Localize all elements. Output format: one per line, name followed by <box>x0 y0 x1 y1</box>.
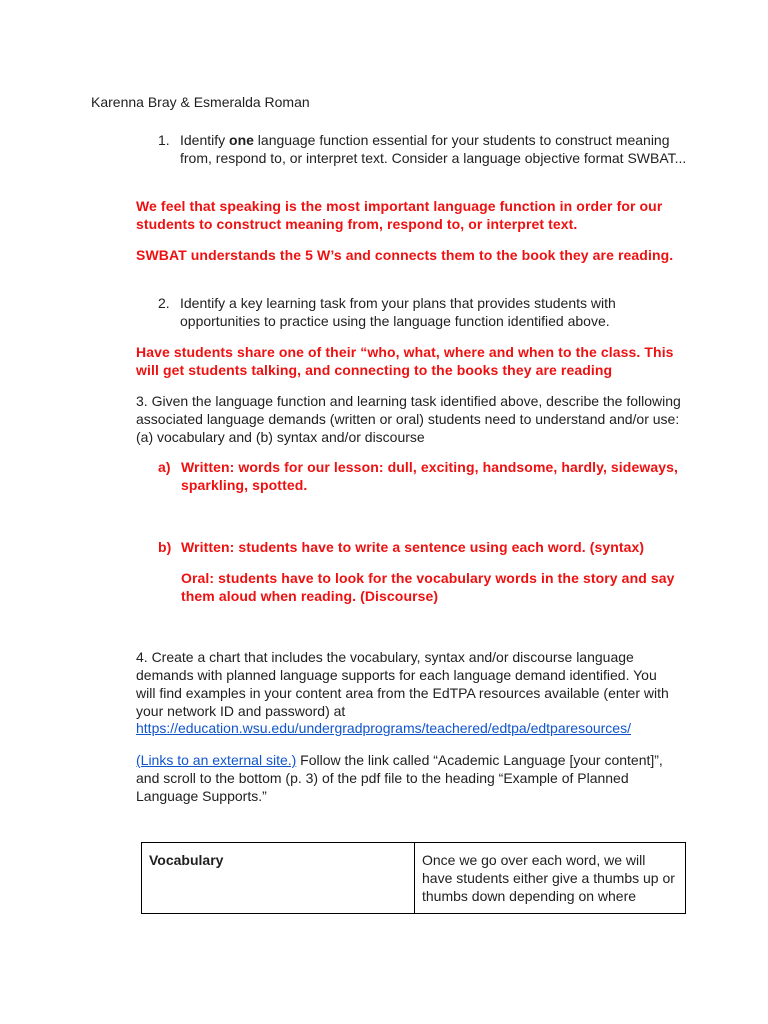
question-2 <box>158 294 698 330</box>
answer-2: Have students share one of their “who, what, where and when to the class. This will get students talking, and connecting to the books they are reading <box>136 344 674 378</box>
answer-3-oral <box>158 569 688 605</box>
question-1 <box>158 131 698 167</box>
question-4-text: 4. Create a chart that includes the vocabulary, syntax and/or discourse language demands with planned language supports for each language demand identified. You will find examples in your content area from the EdTPA resources available (enter with your network ID and password) at <box>136 649 669 719</box>
language-supports-table <box>141 842 686 914</box>
table-row <box>142 843 686 914</box>
question-1-number: 1. <box>158 132 170 148</box>
question-4-follow-text: Follow the link called “Academic Language [your content]”, and scroll to the bottom (p. 3) of the pdf file to the heading “Example of Planned Language Supports.” <box>136 752 663 804</box>
question-4-follow <box>136 751 676 805</box>
answer-3b <box>158 538 688 556</box>
answer-3-oral-text: Oral: students have to look for the vocabulary words in the story and say them aloud when reading. (Discourse) <box>181 570 675 604</box>
answer-1-line-2: SWBAT understands the 5 W’s and connects them to the book they are reading. <box>136 247 674 263</box>
question-2-text: Identify a key learning task from your plans that provides students with opportunities to practice using the language function identified above. <box>180 295 616 329</box>
question-1-text <box>180 131 698 167</box>
resources-url-link[interactable]: https://education.wsu.edu/undergradprograms/teachered/edtpa/edtparesources/ <box>136 720 631 736</box>
answer-3a-text: Written: words for our lesson: dull, exciting, handsome, hardly, sideways, sparkling, spotted. <box>181 459 678 493</box>
external-site-link[interactable]: (Links to an external site.) <box>136 752 297 768</box>
support-description-cell: Once we go over each word, we will have students either give a thumbs up or thumbs down depending on where <box>415 843 686 914</box>
question-1-rest: language function essential for your students to construct meaning from, respond to, or interpret text. Consider a language objective format SWBAT... <box>180 132 687 166</box>
answer-3a <box>158 458 688 494</box>
question-1-prefix: Identify <box>180 132 230 148</box>
author-names: Karenna Bray & Esmeralda Roman <box>91 94 310 110</box>
question-4 <box>136 648 676 720</box>
resources-url-line <box>136 719 681 737</box>
answer-1-line-1: We feel that speaking is the most important language function in order for our students to construct meaning from, respond to, or interpret text. <box>136 198 663 232</box>
question-3: 3. Given the language function and learning task identified above, describe the following associated language demands (written or oral) students need to understand and/or use: (a) vocabulary and (b) syntax and/or discourse <box>136 393 681 445</box>
answer-3b-label: b) <box>158 539 172 555</box>
question-1-emphasis: one <box>229 132 254 148</box>
question-2-number: 2. <box>158 295 170 311</box>
vocabulary-cell: Vocabulary <box>142 843 415 914</box>
answer-3b-text: Written: students have to write a sentence using each word. (syntax) <box>181 539 645 555</box>
answer-3a-label: a) <box>158 459 171 475</box>
